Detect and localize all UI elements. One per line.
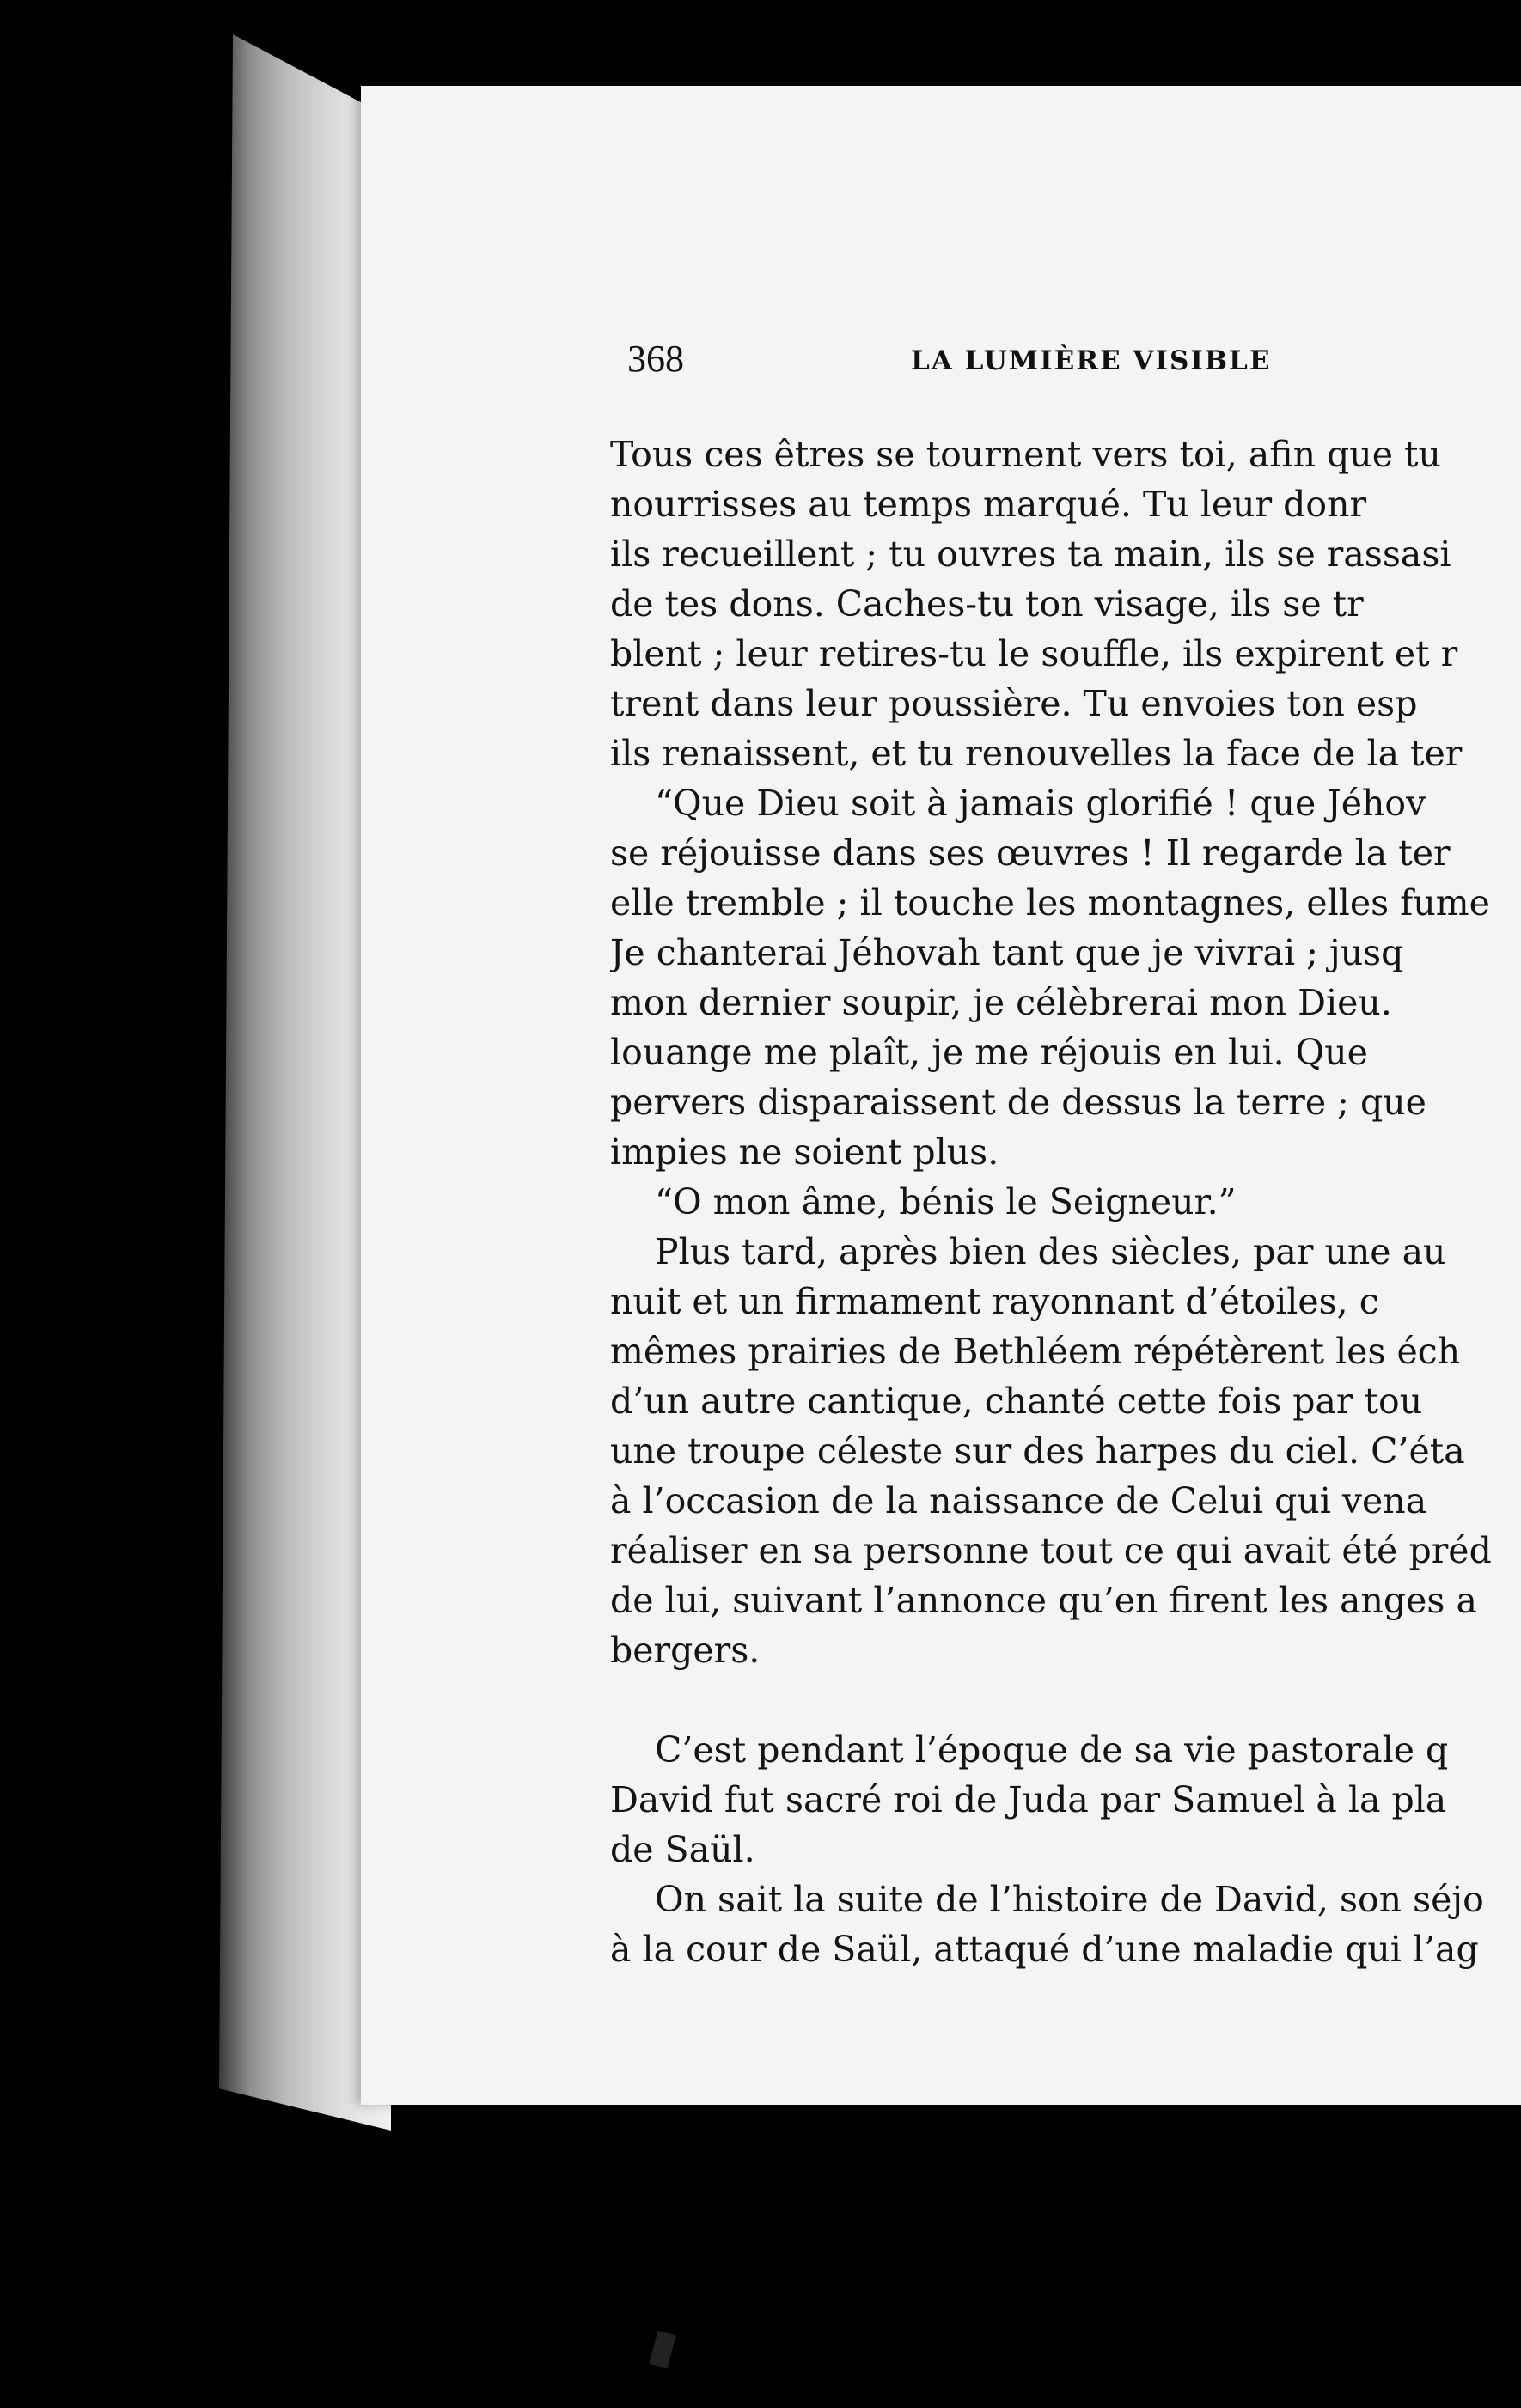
text-line: à la cour de Saül, attaqué d’une maladie qui l’ag [610, 1929, 1479, 1970]
text-line: pervers disparaissent de dessus la terre ; que [610, 1082, 1426, 1123]
text-line: Tous ces êtres se tournent vers toi, afin que tu [610, 434, 1441, 475]
text-line: réaliser en sa personne tout ce qui avait été préd [610, 1530, 1492, 1571]
text-line: nourrisses au temps marqué. Tu leur donr [610, 484, 1367, 525]
text-line: trent dans leur poussière. Tu envoies ton esp [610, 683, 1418, 724]
running-title: LA LUMIÈRE VISIBLE [911, 345, 1272, 376]
text-line: de lui, suivant l’annonce qu’en firent les anges a [610, 1580, 1477, 1621]
text-line: On sait la suite de l’histoire de David, son séjo [655, 1879, 1484, 1920]
text-line: mêmes prairies de Bethléem répétèrent les éch [610, 1331, 1461, 1372]
text-line: à l’occasion de la naissance de Celui qui vena [610, 1480, 1427, 1521]
text-line: louange me plaît, je me réjouis en lui. Que [610, 1032, 1368, 1073]
text-line: une troupe céleste sur des harpes du ciel. C’éta [610, 1430, 1465, 1472]
text-line: Je chanterai Jéhovah tant que je vivrai ; jusq [610, 932, 1404, 973]
text-line: mon dernier soupir, je célèbrerai mon Dieu. [610, 982, 1392, 1023]
text-line: C’est pendant l’époque de sa vie pastorale q [655, 1729, 1449, 1771]
text-line: de Saül. [610, 1829, 755, 1870]
paragraph-break [610, 1675, 1521, 1725]
running-header [627, 337, 1521, 388]
text-line: impies ne soient plus. [610, 1131, 999, 1173]
text-line: elle tremble ; il touche les montagnes, elles fume [610, 882, 1490, 924]
text-line: nuit et un firmament rayonnant d’étoiles, c [610, 1281, 1379, 1322]
text-line: bergers. [610, 1630, 760, 1671]
text-line: ils renaissent, et tu renouvelles la face de la ter [610, 733, 1463, 774]
text-line: blent ; leur retires-tu le souffle, ils expirent et r [610, 633, 1458, 674]
text-line: d’un autre cantique, chanté cette fois par tou [610, 1381, 1423, 1422]
scan-speck [649, 2331, 676, 2368]
text-line: se réjouisse dans ses œuvres ! Il regarde la ter [610, 832, 1451, 874]
text-line: “Que Dieu soit à jamais glorifié ! que Jéhov [655, 783, 1426, 824]
text-line: “O mon âme, bénis le Seigneur.” [655, 1181, 1237, 1222]
text-line: David fut sacré roi de Juda par Samuel à la pla [610, 1779, 1447, 1820]
text-line: Plus tard, après bien des siècles, par une au [655, 1231, 1446, 1272]
body-text [610, 430, 1521, 1974]
page-number: 368 [627, 338, 684, 380]
text-line: de tes dons. Caches-tu ton visage, ils se tr [610, 583, 1364, 625]
text-line: ils recueillent ; tu ouvres ta main, ils se rassasi [610, 533, 1451, 575]
